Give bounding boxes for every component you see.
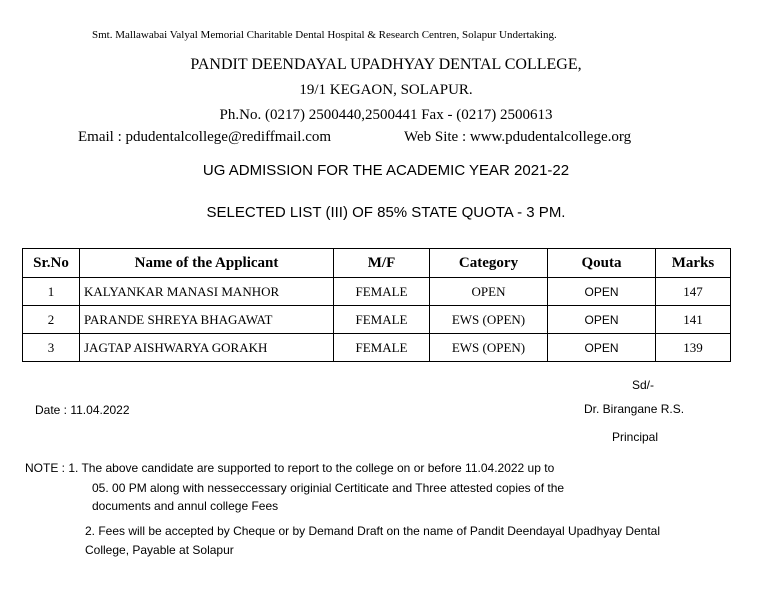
email-line: Email : pdudentalcollege@rediffmail.com	[78, 129, 332, 145]
signed-mark: Sd/-	[632, 378, 655, 392]
cell-marks: 139	[656, 334, 731, 362]
header-marks: Marks	[656, 249, 731, 278]
header-name: Name of the Applicant	[80, 249, 334, 278]
note-1-line-1: NOTE : 1. The above candidate are supported to report to the college on or before 11.04.2022 up to	[25, 461, 555, 475]
note-1-line-2: 05. 00 PM along with nesseccessary originial Certiticate and Three attested copies of the	[92, 481, 565, 495]
cell-name: KALYANKAR MANASI MANHOR	[80, 278, 334, 306]
cell-sr-no: 2	[23, 306, 80, 334]
cell-marks: 141	[656, 306, 731, 334]
cell-quota: OPEN	[548, 278, 656, 306]
cell-category: EWS (OPEN)	[430, 306, 548, 334]
table-header-row	[23, 249, 731, 278]
selected-list-title: SELECTED LIST (III) OF 85% STATE QUOTA - 3 PM.	[206, 204, 566, 221]
phone-fax-line: Ph.No. (0217) 2500440,2500441 Fax - (0217) 2500613	[219, 107, 553, 123]
cell-marks: 147	[656, 278, 731, 306]
header-quota: Qouta	[548, 249, 656, 278]
applicants-table	[22, 248, 731, 362]
college-name: PANDIT DEENDAYAL UPADHYAY DENTAL COLLEGE,	[190, 56, 582, 73]
cell-gender: FEMALE	[334, 334, 430, 362]
table-row	[23, 278, 731, 306]
cell-category: EWS (OPEN)	[430, 334, 548, 362]
trust-line: Smt. Mallawabai Valyal Memorial Charitable Dental Hospital & Research Centren, Solapur Undertaking.	[92, 29, 557, 41]
cell-sr-no: 3	[23, 334, 80, 362]
cell-quota: OPEN	[548, 334, 656, 362]
note-2-line-2: College, Payable at Solapur	[85, 543, 234, 557]
cell-quota: OPEN	[548, 306, 656, 334]
cell-name: PARANDE SHREYA BHAGAWAT	[80, 306, 334, 334]
issue-date: Date : 11.04.2022	[35, 403, 130, 417]
signatory-name: Dr. Birangane R.S.	[584, 402, 685, 416]
cell-gender: FEMALE	[334, 306, 430, 334]
college-address: 19/1 KEGAON, SOLAPUR.	[299, 82, 473, 98]
website-line: Web Site : www.pdudentalcollege.org	[404, 129, 632, 145]
cell-name: JAGTAP AISHWARYA GORAKH	[80, 334, 334, 362]
header-category: Category	[430, 249, 548, 278]
cell-sr-no: 1	[23, 278, 80, 306]
admission-title: UG ADMISSION FOR THE ACADEMIC YEAR 2021-22	[202, 162, 570, 179]
note-2-line-1: 2. Fees will be accepted by Cheque or by Demand Draft on the name of Pandit Deendayal Upadhyay Dental	[85, 524, 661, 538]
cell-gender: FEMALE	[334, 278, 430, 306]
note-1-line-3: documents and annul college Fees	[92, 499, 279, 513]
signatory-designation: Principal	[612, 430, 659, 444]
header-sr-no: Sr.No	[23, 249, 80, 278]
header-gender: M/F	[334, 249, 430, 278]
cell-category: OPEN	[430, 278, 548, 306]
table-row	[23, 334, 731, 362]
table-row	[23, 306, 731, 334]
